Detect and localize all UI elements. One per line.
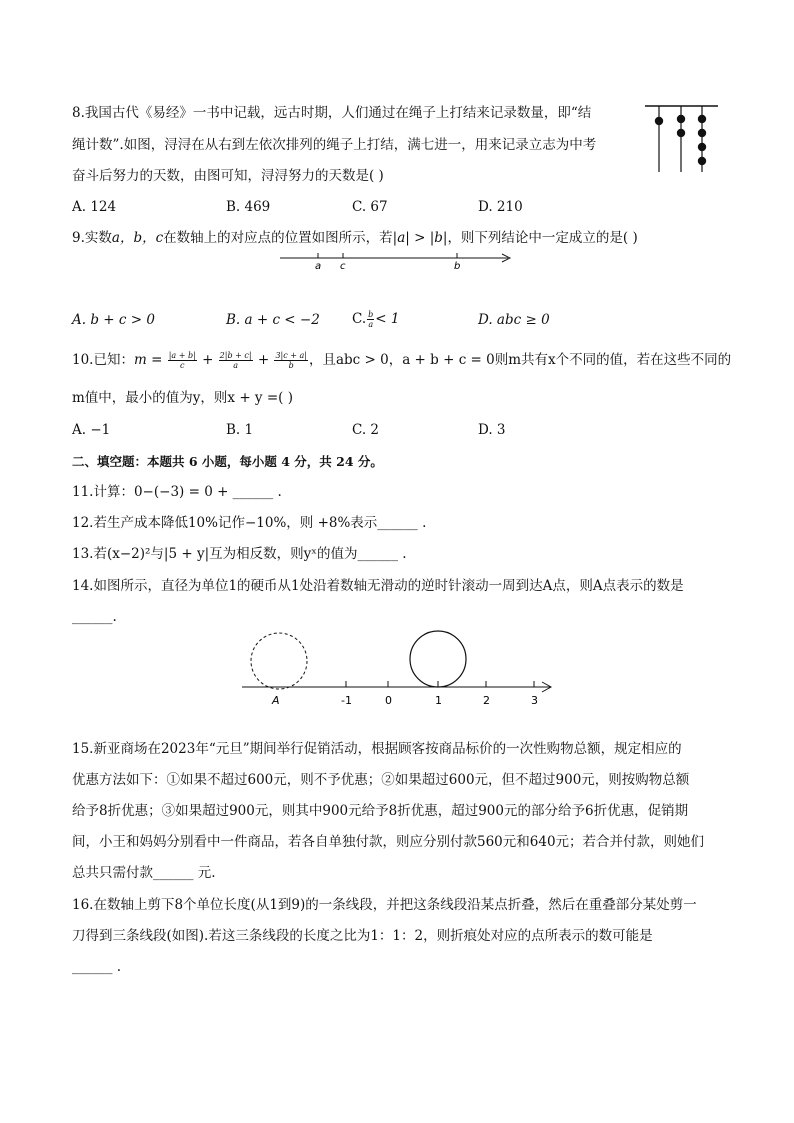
q14-axis-label-a: A [272, 694, 280, 707]
q14-axis-label-2: 2 [483, 694, 490, 707]
q15-line-2: 优惠方法如下：①如果不超过600元，则不予优惠；②如果超过600元，但不超过900元，则按购物总额 [72, 772, 690, 788]
q13: 13.若(x−2)²与|5 + y|互为相反数，则yˣ的值为______ . [72, 546, 407, 562]
q10-line-1: 10.已知：m = $\frac{|a + b|}{c}$ + $\frac{2|b + c|}{a}$ + $\frac{3|c + a|}{b}$ ，且abc > 0，a + b + c = 0则m共有x个不同的值，若在这些不同的 [72, 351, 732, 370]
q14-axis-label-1: 1 [435, 694, 442, 707]
q14-line-1: 14.如图所示，直径为单位1的硬币从1处沿着数轴无滑动的逆时针滚动一周到达A点，则A点表示的数是 [72, 578, 684, 594]
q16-line-3: ______ . [72, 959, 122, 975]
q9-option-b: B. a + c < −2 [226, 312, 320, 328]
q8-option-d: D. 210 [478, 199, 523, 215]
q9-number-line [276, 248, 516, 274]
q15-line-4: 间，小王和妈妈分别看中一件商品，若各自单独付款，则应分别付款560元和640元；若合并付款，则她们 [72, 834, 705, 850]
q8-line-1: 8.我国古代《易经》一书中记载，远古时期，人们通过在绳子上打结来记录数量，即“结 [72, 105, 592, 121]
q9-option-c: C. $\frac{b}{a}$ < 1 [352, 310, 400, 329]
q14-coin-figure [236, 624, 556, 710]
q9-option-a: A. b + c > 0 [72, 312, 155, 328]
q8-option-b: B. 469 [226, 199, 271, 215]
q14-axis-label-neg1: -1 [341, 694, 352, 707]
q9-option-d: D. abc ≥ 0 [478, 312, 550, 328]
q9-axis-label-b: b [454, 261, 461, 272]
q8-option-a: A. 124 [72, 199, 117, 215]
q10-option-a: A. −1 [72, 422, 111, 438]
q16-line-1: 16.在数轴上剪下8个单位长度(从1到9)的一条线段，并把这条线段沿某点折叠，然后在重叠部分某处剪一 [72, 897, 697, 913]
q14-axis-label-0: 0 [385, 694, 392, 707]
q15-line-3: 给予8折优惠；③如果超过900元，则其中900元给予8折优惠，超过900元的部分给予6折优惠，促销期 [72, 803, 689, 819]
knot-rope-figure [640, 100, 720, 180]
q16-line-2: 刀得到三条线段(如图).若这三条线段的长度之比为1：1：2，则折痕处对应的点所表示的数可能是 [72, 928, 653, 944]
q10-option-d: D. 3 [478, 422, 506, 438]
section-heading: 二、填空题：本题共 6 小题，每小题 4 分，共 24 分。 [72, 454, 383, 469]
q8-line-3: 奋斗后努力的天数，由图可知，浔浔努力的天数是( ) [72, 168, 384, 184]
q11: 11.计算：0−(−3) = 0 + ______ . [72, 484, 282, 500]
q10-line-2: m值中，最小的值为y，则x + y =( ) [72, 390, 293, 406]
q14-line-2: ______. [72, 609, 117, 625]
q10-option-b: B. 1 [226, 422, 254, 438]
q9-axis-label-a: a [315, 261, 322, 272]
q12: 12.若生产成本降低10%记作−10%，则 +8%表示______ . [72, 515, 427, 531]
q10-option-c: C. 2 [352, 422, 380, 438]
q9-axis-label-c: c [340, 261, 346, 272]
q9-stem: 9.实数a，b，c在数轴上的对应点的位置如图所示，若|a| > |b|，则下列结论中一定成立的是( ) [72, 230, 638, 246]
q8-option-c: C. 67 [352, 199, 388, 215]
q14-axis-label-3: 3 [531, 694, 538, 707]
q15-line-1: 15.新亚商场在2023年“元旦”期间举行促销活动，根据顾客按商品标价的一次性购物总额，规定相应的 [72, 741, 682, 757]
q8-line-2: 绳计数”.如图，浔浔在从右到左依次排列的绳子上打结，满七进一，用来记录立志为中考 [72, 137, 597, 153]
q15-line-5: 总共只需付款______ 元. [72, 865, 216, 881]
